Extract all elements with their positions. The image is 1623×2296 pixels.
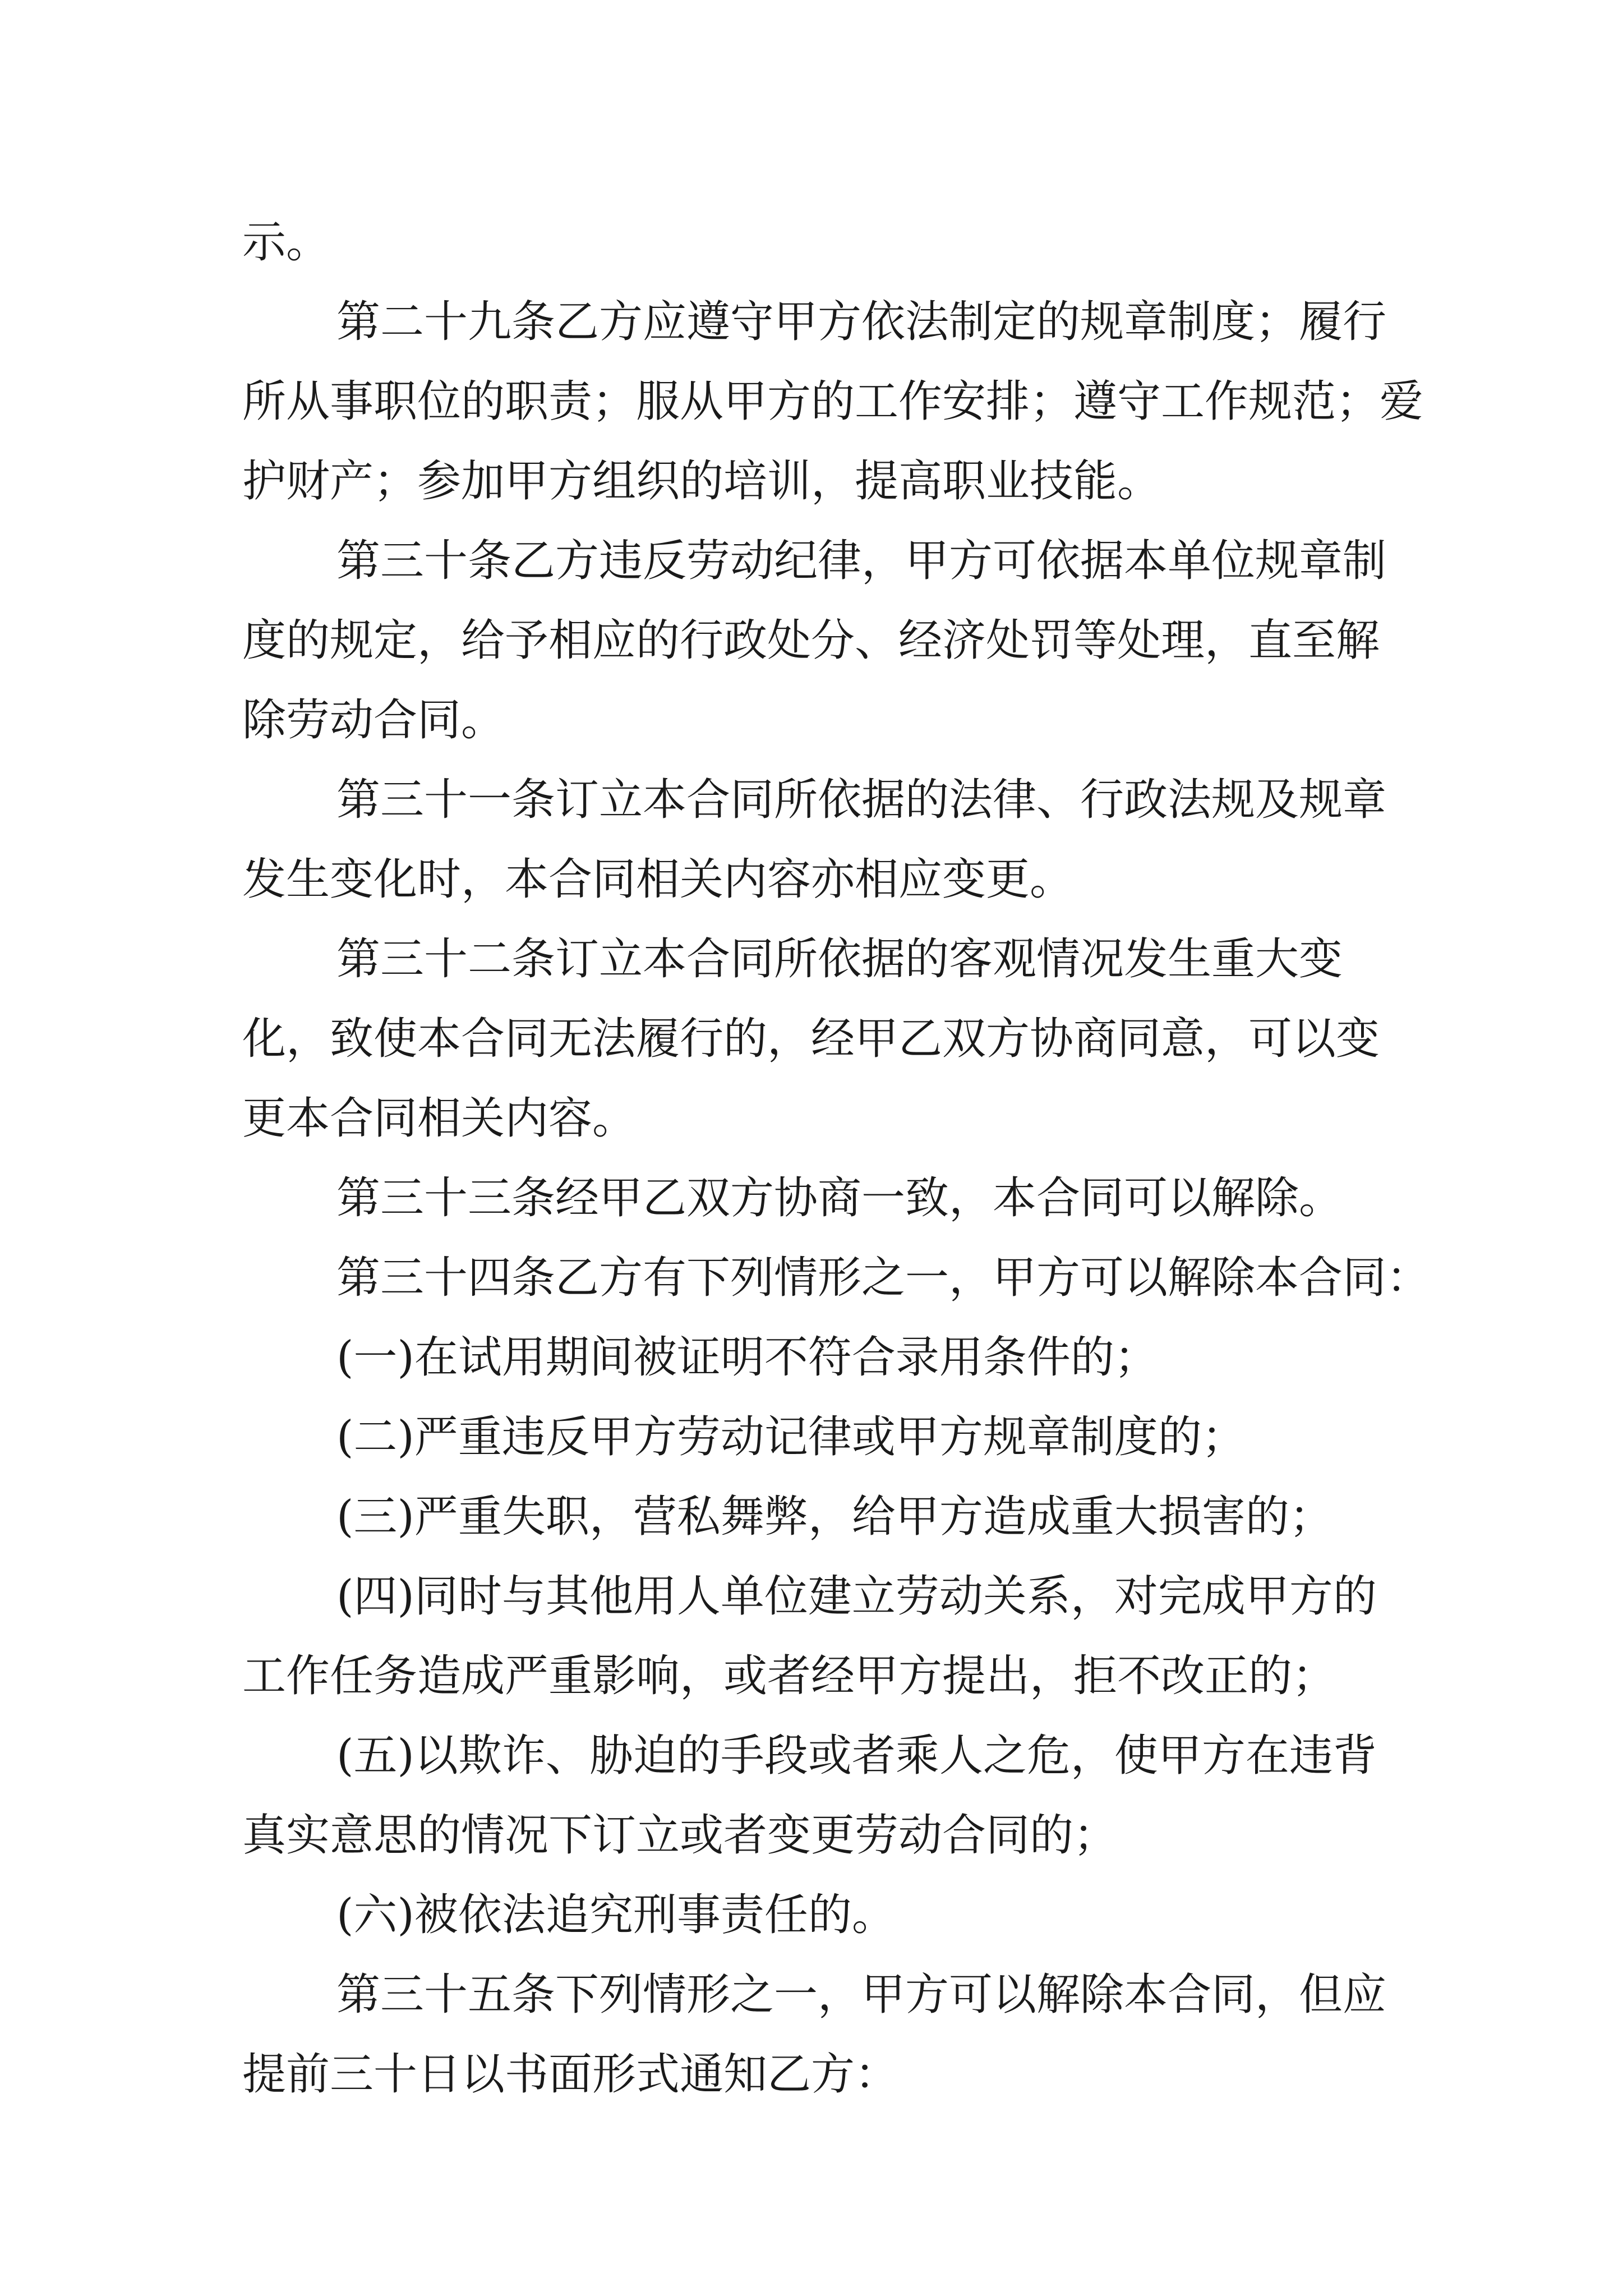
text-line [0,368,1623,435]
text-line [0,607,1623,674]
text-line [0,527,1623,595]
text-line [0,1404,1623,1471]
text-line [0,1642,1623,1710]
text-line-content: 第三十三条经甲乙双方协商一致，本合同可以解除。 [336,1173,1343,1223]
text-line [0,1563,1623,1630]
text-line-content: 所从事职位的职责；服从甲方的工作安排；遵守工作规范；爱 [242,376,1424,427]
text-line [0,1005,1623,1073]
text-line-content: (五)以欺诈、胁迫的手段或者乘人之危，使甲方在违背 [336,1731,1377,1781]
text-line [0,288,1623,356]
text-line-content: 工作任务造成严重影响，或者经甲方提出，拒不改正的； [242,1651,1336,1701]
text-line-content: (六)被依法追究刑事责任的。 [336,1890,896,1940]
text-line-content: 护财产；参加甲方组织的培训，提高职业技能。 [242,456,1161,507]
text-line [0,2041,1623,2108]
text-line [0,209,1623,276]
text-line [0,1165,1623,1232]
text-line [0,1324,1623,1391]
text-line-content: 发生变化时，本合同相关内容亦相应变更。 [242,854,1074,905]
text-line-content: (三)严重失职，营私舞弊，给甲方造成重大损害的； [336,1492,1333,1542]
text-line-content: 第三十条乙方违反劳动纪律，甲方可依据本单位规章制 [336,536,1387,586]
text-line-content: 化，致使本合同无法履行的，经甲乙双方协商同意，可以变 [242,1014,1380,1064]
text-line-content: 度的规定，给予相应的行政处分、经济处罚等处理，直至解 [242,615,1380,666]
text-line-content: 第三十五条下列情形之一，甲方可以解除本合同，但应 [336,1970,1387,2020]
text-line-content: 第三十四条乙方有下列情形之一，甲方可以解除本合同： [336,1253,1431,1303]
text-line-content: (四)同时与其他用人单位建立劳动关系，对完成甲方的 [336,1571,1377,1622]
text-line-content: (二)严重违反甲方劳动记律或甲方规章制度的； [336,1412,1246,1462]
text-line-content: 更本合同相关内容。 [242,1093,637,1144]
text-line [0,846,1623,913]
text-line-content: 第二十九条乙方应遵守甲方依法制定的规章制度；履行 [336,297,1387,347]
text-line-content: (一)在试用期间被证明不符合录用条件的； [336,1332,1158,1383]
text-line [0,687,1623,754]
text-line [0,766,1623,834]
text-line [0,1483,1623,1550]
text-line-content: 第三十一条订立本合同所依据的法律、行政法规及规章 [336,775,1387,825]
text-line [0,1085,1623,1152]
text-line-content: 第三十二条订立本合同所依据的客观情况发生重大变 [336,934,1343,984]
text-line-content: 提前三十日以书面形式通知乙方： [242,2049,899,2100]
text-line [0,926,1623,993]
text-line-content: 真实意思的情况下订立或者变更劳动合同的； [242,1810,1118,1861]
text-line [0,1722,1623,1789]
text-line [0,1881,1623,1949]
text-line-content: 除劳动合同。 [242,695,505,746]
text-line [0,1244,1623,1312]
text-line-content: 示。 [242,217,330,268]
text-line [0,1802,1623,1869]
text-line [0,448,1623,515]
text-line [0,1961,1623,2028]
